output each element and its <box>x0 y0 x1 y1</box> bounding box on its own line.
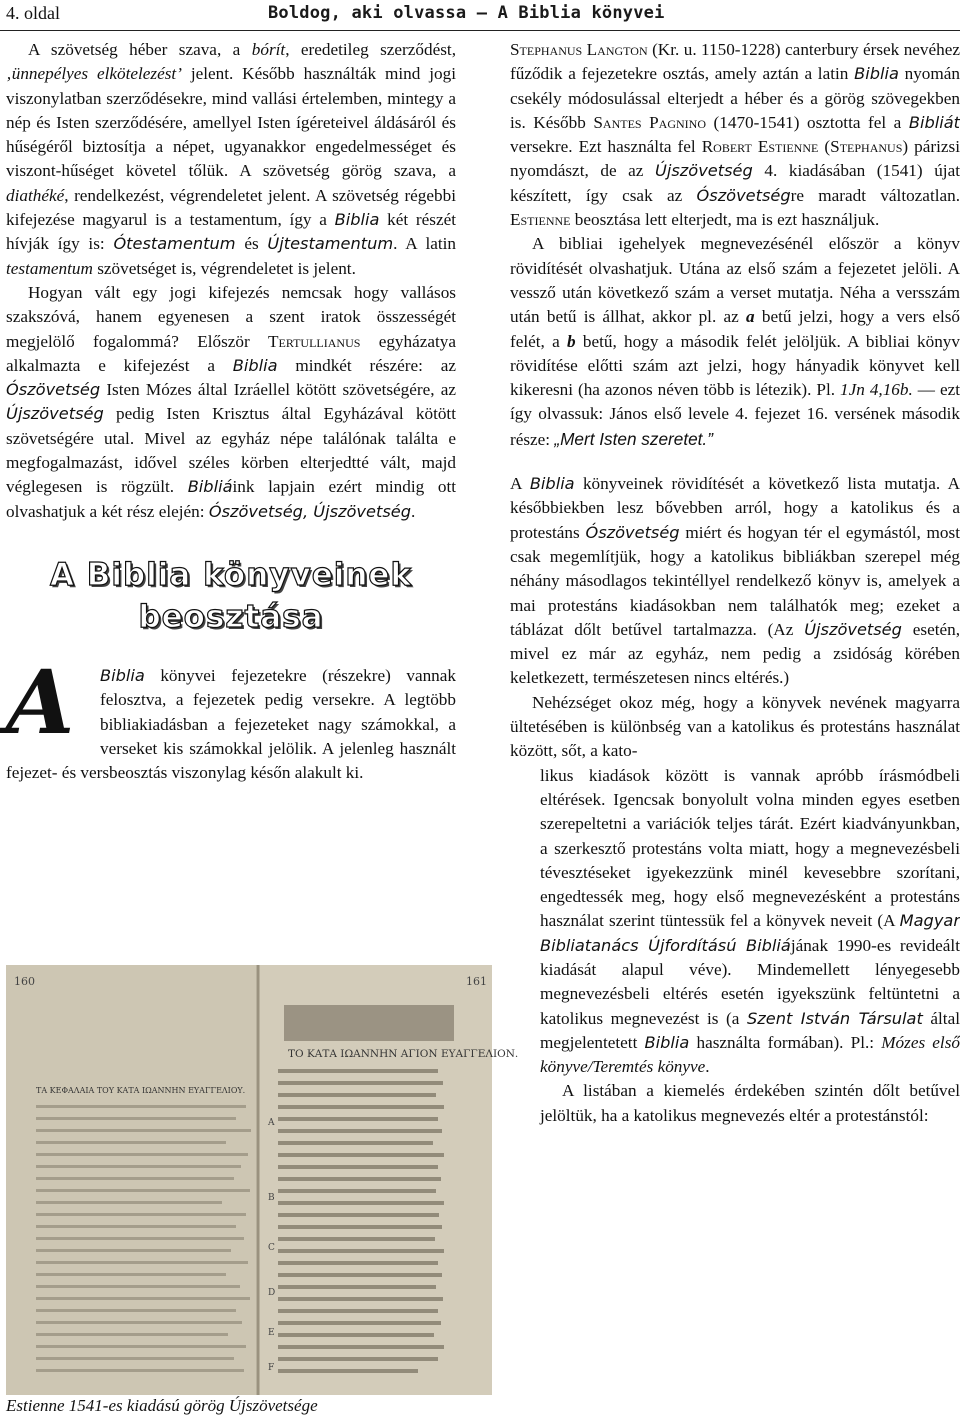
photo-margin-letter: A <box>268 1118 275 1128</box>
running-title: Boldog, aki olvassa — A Biblia könyvei <box>268 3 665 23</box>
section-heading: A Biblia könyveinek beosztása <box>49 556 413 635</box>
photo-caption: Estienne 1541-es kiadású görög Újszövetsége <box>6 1396 318 1415</box>
photo-margin-letter: D <box>268 1288 276 1298</box>
photo-table-title: ΤΑ ΚΕΦΑΛΑΙΑ ΤΟΥ ΚΑΤΑ ΙΩΑΝΝΗΝ ΕΥΑΓΓΕΛΙΟΥ. <box>36 1086 246 1095</box>
paragraph: A szövetség héber szava, a bórít, eredetileg szerződést, ‚ünnepélyes elkötelezést’ jelent. Később használták mind jogi viszonylatban szerződésekre, mind vallási értelemben, mintegy a nép és Isten szerződésére, amellyel Isten ígéreteivel áldásáról és hűségéről biztosítja a népet, ugyanakkor engedelmességet és viszont-hűséget követel tőlük. A szövetség görög szava, a diathéké, rendelkezést, végrendeletet jelent. A szövetség régebbi kifejezése magyarul is a testamentum, így a Biblia két részét hívják így is: Ótestamentum és Újtestamentum. A latin testamentum szövetséget is, végrendeletet is jelent. <box>6 40 456 278</box>
right-column <box>510 38 960 1128</box>
photo-margin-letter: F <box>268 1363 275 1373</box>
paragraph: Nehézséget okoz még, hogy a könyvek nevének magyarra ültetésében is különbség van a katolikus és protestáns használat között, sőt, a kato- <box>510 692 960 761</box>
drop-cap: A <box>6 649 75 754</box>
bible-page-photo <box>6 965 519 1395</box>
page-header <box>0 0 960 31</box>
paragraph: A listában a kiemelés érdekében szintén dőlt betűvel jelöltük, ha a katolikus megnevezés eltér a protestánstól: <box>540 1081 960 1125</box>
paragraph: likus kiadások között is vannak apróbb írásmódbeli eltérések. Igencsak bonyolult volna minden egyes esetben szerepeltetni a variációk teljes tárát. Ezért kiadványunkban, a szerkesztő protestáns volta miatt, hogy a megnevezésbeli tévesztéseket igyekezzünk minél kevesebbre szorítani, engedtessék meg, hogy első megnevezésként a protestáns használat szerint tüntessük fel a könyvek neveit (A Magyar Bibliatanács Újfordítású Bibliájának 1990-es revideált kiadását alapul véve). Mindemellett lényegesebb megnevezésbeli eltérés esetén igyekszünk feltüntetni a katolikus megnevezést is (a Szent István Társulat által megjelentetett Biblia használta formában). Pl.: Mózes első könyve/Teremtés könyve. <box>540 765 960 1077</box>
intro-paragraph: A Biblia könyvei fejezetekre (részekre) vannak felosztva, a fejezetek pedig versekre. A legtöbb bibliakiadásban a fejezeteket nagy számokkal, a verseket kis számokkal jelölik. A jelenleg használt fejezet- és versbeosztás viszonylag későn alakult ki. <box>6 649 456 783</box>
paragraph: Stephanus Langton (Kr. u. 1150-1228) canterbury érsek nevéhez fűződik a fejezetekre osztás, amely aztán a latin Biblia nyomán csekély módosulással elterjedt a héber és a görög szövegekben is. Később Santes Pagnino (1470-1541) osztotta fel a Bibliát versekre. Ezt használta fel Robert Estienne (Stephanus) párizsi nyomdászt, de az Újszövetség 4. kiadásában (1541) újat készített, így csak az Ószövetségre maradt változatlan. Estienne beosztása lett elterjedt, ma is ezt használjuk. <box>510 40 960 230</box>
page-number: 4. oldal <box>6 3 60 23</box>
photo-right-page-number: 161 <box>466 975 487 988</box>
left-column <box>6 38 456 785</box>
photo-left-page-number: 160 <box>14 975 35 988</box>
photo-margin-letter: C <box>268 1243 275 1253</box>
paragraph: A Biblia könyveinek rövidítését a következő lista mutatja. A későbbiekben lesz bővebben arról, hogy a katolikus és a protestáns Ószövetség miért és hogyan tér el egymástól, most csak megemlítjük, hogy a katolikus bibliákban szerepel még néhány másodlagos tekintéllyel rendelkező könyv is, amelyek a mai protestáns kiadásokban nem találhatók meg; ezeket a táblázat dőlt betűvel tartalmazza. (Az Újszövetség esetén, mivel ez már az egyház, nem pedig a zsidóság körében keletkezett, természetesen nincs eltérés.) <box>510 474 960 688</box>
bible-page-image <box>6 965 519 1395</box>
paragraph: Hogyan vált egy jogi kifejezés nemcsak hogy vallásos szakszóvá, hanem egyenesen a szent iratok összességét megjelölő fogalommá? Először Tertullianus egyházatya alkalmazta e kifejezést a Biblia mindkét részére: az Ószövetség Isten Mózes által Izráellel kötött szövetségére, az Újszövetség pedig Isten Krisztus által Egyházával kötött szövetségére utal. Mivel az egyház népe találónak találta e megfogalmazást, idővel széles körben elterjedtté vált, majd véglegesen is rögzült. Bibliáink lapjain ezért mindig ott olvashatjuk a két rész elején: Ószövetség, Újszövetség. <box>6 282 456 521</box>
paragraph: A bibliai igehelyek megnevezésénél először a könyv rövidítését olvashatjuk. Utána az első szám a fejezetet jelöli. A vessző után következő szám a verset mutatja. Néha a versszám után betű is állhat, akkor pl. az a betű jelzi, hogy a vers első felét, a b betű, hogy a második felét jelöljük. A bibliai könyv rövidítése előtti szám azt jelzi, hogy hányadik könyvet kell kikeresni (ha azonos néven több is létezik). Pl. 1Jn 4,16b. — ezt így olvassuk: János első levele 4. fejezet 16. versének második része: „Mert Isten szeretet.” <box>510 234 960 449</box>
photo-greek-title: ΤΟ ΚΑΤΑ ΙΩΑΝΝΗΝ ΑΓΙΟΝ ΕΥΑΓΓΕΛΙΟΝ. <box>288 1048 519 1060</box>
photo-margin-letter: E <box>268 1328 275 1338</box>
photo-margin-letter: B <box>268 1193 275 1203</box>
